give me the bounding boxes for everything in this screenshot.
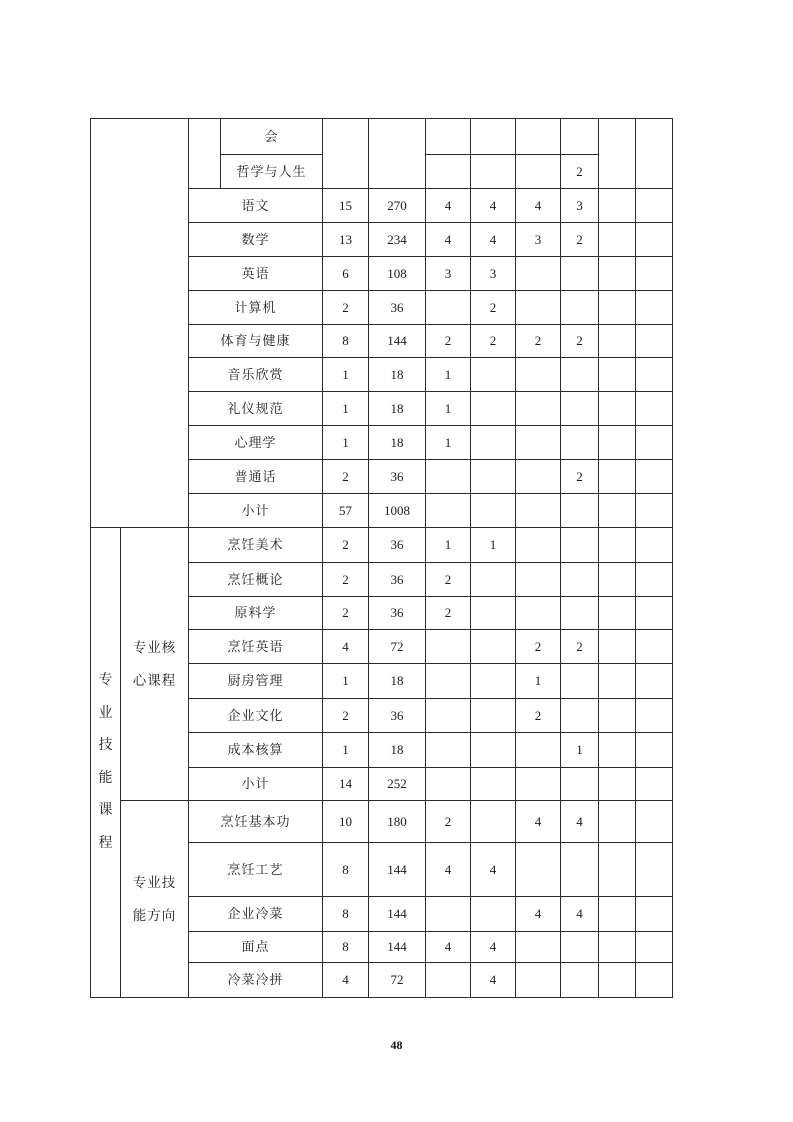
hours-cell: 234 [369,223,426,257]
sem1-cell [426,768,471,801]
sem1-cell [426,155,471,189]
credits-cell: 1 [323,392,369,426]
sem4-cell: 2 [561,630,599,664]
sem3-cell [516,257,561,291]
sem2-cell [471,801,516,843]
credits-cell: 15 [323,189,369,223]
course-name-cell: 企业冷菜 [189,897,323,932]
course-name-cell: 烹饪工艺 [189,843,323,897]
sem3-cell: 4 [516,897,561,932]
sem1-cell: 1 [426,426,471,460]
sem2-cell [471,392,516,426]
sem5-cell [599,963,636,998]
table-row [91,528,673,563]
course-name-cell: 普通话 [189,460,323,494]
sem2-cell: 1 [471,528,516,563]
sem3-cell: 4 [516,189,561,223]
sem6-cell [636,932,673,963]
sem4-cell [561,257,599,291]
hours-cell: 72 [369,630,426,664]
sem6-cell [636,963,673,998]
sem5-cell [599,325,636,358]
sem4-cell [561,358,599,392]
page-number: 48 [390,1038,403,1052]
sem4-cell [561,392,599,426]
course-name-cell: 数学 [189,223,323,257]
hours-cell: 72 [369,963,426,998]
sem1-cell: 2 [426,325,471,358]
sem6-cell [636,768,673,801]
credits-cell: 8 [323,897,369,932]
sem2-cell: 4 [471,963,516,998]
course-name-cell: 烹饪英语 [189,630,323,664]
sem4-cell: 2 [561,155,599,189]
course-name-cell: 面点 [189,932,323,963]
sem6-cell [636,664,673,699]
sem3-cell [516,494,561,528]
sem6-cell [636,392,673,426]
sem4-cell [561,119,599,155]
sem6-cell [636,843,673,897]
sem6-cell [636,325,673,358]
sem5-cell [599,494,636,528]
sem1-cell: 2 [426,801,471,843]
sem1-cell: 4 [426,843,471,897]
subcategory-label-line1: 专业核 [132,640,177,655]
hours-cell: 36 [369,291,426,325]
sem2-cell [471,664,516,699]
sem4-cell: 2 [561,460,599,494]
sem3-cell [516,119,561,155]
sem3-cell [516,358,561,392]
sem5-cell [599,223,636,257]
sem4-cell [561,528,599,563]
subcategory-cell-core [121,528,189,801]
credits-cell: 2 [323,460,369,494]
sem4-cell [561,699,599,733]
sem4-cell: 2 [561,325,599,358]
credits-cell: 2 [323,699,369,733]
course-name-cell: 烹饪概论 [189,563,323,597]
sem4-cell: 4 [561,897,599,932]
credits-cell: 14 [323,768,369,801]
course-name-cell: 体育与健康 [189,325,323,358]
hours-cell: 18 [369,664,426,699]
sem6-cell [636,897,673,932]
sem3-cell [516,155,561,189]
sem3-cell [516,291,561,325]
sem1-cell: 4 [426,932,471,963]
sem2-cell [471,897,516,932]
sem4-cell [561,932,599,963]
sem4-cell: 4 [561,801,599,843]
sem2-cell: 2 [471,325,516,358]
sem6-cell [636,223,673,257]
sem4-cell [561,597,599,630]
sem5-cell [599,563,636,597]
hours-cell: 18 [369,358,426,392]
course-name-cell: 会 [221,119,323,155]
sem6-cell [636,358,673,392]
sem6-cell [636,291,673,325]
sem1-cell: 3 [426,257,471,291]
sem3-cell: 2 [516,630,561,664]
subcategory-label-line2: 能方向 [132,908,177,923]
sem6-cell [636,699,673,733]
subcategory-label-line2: 心课程 [132,673,177,688]
sem4-cell: 2 [561,223,599,257]
hours-cell [369,119,426,189]
sem1-cell [426,664,471,699]
subcategory-label-line1: 专业技 [132,875,177,890]
hours-cell: 18 [369,426,426,460]
sem3-cell [516,426,561,460]
hours-cell: 144 [369,843,426,897]
credits-cell: 8 [323,932,369,963]
hours-cell: 36 [369,528,426,563]
hours-cell: 252 [369,768,426,801]
credits-cell: 10 [323,801,369,843]
sem3-cell [516,733,561,768]
credits-cell: 2 [323,528,369,563]
sem2-cell: 4 [471,223,516,257]
sem3-cell: 4 [516,801,561,843]
course-name-cell: 烹饪美术 [189,528,323,563]
sem5-cell [599,630,636,664]
sem6-cell [636,494,673,528]
sem2-cell: 2 [471,291,516,325]
sem2-cell [471,768,516,801]
sem2-cell [471,460,516,494]
sem4-cell [561,426,599,460]
sem4-cell [561,664,599,699]
sem5-cell [599,664,636,699]
hours-cell: 36 [369,460,426,494]
sem6-cell [636,119,673,189]
sem5-cell [599,426,636,460]
course-name-cell: 音乐欣赏 [189,358,323,392]
sem2-cell [471,733,516,768]
sem4-cell: 1 [561,733,599,768]
sem5-cell [599,291,636,325]
sem3-cell [516,597,561,630]
hours-cell: 18 [369,392,426,426]
sem3-cell [516,963,561,998]
sem1-cell: 1 [426,358,471,392]
sem6-cell [636,189,673,223]
sem3-cell: 2 [516,699,561,733]
sem2-cell [471,597,516,630]
sem5-cell [599,801,636,843]
course-name-cell: 成本核算 [189,733,323,768]
hours-cell: 18 [369,733,426,768]
credits-cell: 2 [323,563,369,597]
course-name-cell: 英语 [189,257,323,291]
sem6-cell [636,528,673,563]
sem5-cell [599,358,636,392]
sem2-cell [471,563,516,597]
hours-cell: 36 [369,597,426,630]
sem6-cell [636,597,673,630]
sem5-cell [599,257,636,291]
sem3-cell: 2 [516,325,561,358]
sem5-cell [599,699,636,733]
sem3-cell [516,932,561,963]
sem5-cell [599,528,636,563]
sem1-cell: 1 [426,392,471,426]
course-name-cell: 语文 [189,189,323,223]
sem3-cell [516,460,561,494]
table-row [91,119,673,155]
sem1-cell [426,963,471,998]
hours-cell: 36 [369,563,426,597]
course-name-cell: 原料学 [189,597,323,630]
sem1-cell [426,460,471,494]
sem3-cell [516,843,561,897]
sem3-cell [516,528,561,563]
sem1-cell: 4 [426,189,471,223]
sem5-cell [599,733,636,768]
sem2-cell [471,358,516,392]
hours-cell: 180 [369,801,426,843]
credits-cell: 4 [323,630,369,664]
credits-cell: 8 [323,325,369,358]
credits-cell: 1 [323,733,369,768]
sem5-cell [599,843,636,897]
course-name-cell: 冷菜冷拼 [189,963,323,998]
hours-cell: 1008 [369,494,426,528]
sem2-cell: 4 [471,843,516,897]
sem3-cell [516,768,561,801]
sem6-cell [636,257,673,291]
sem1-cell [426,494,471,528]
course-name-cell: 计算机 [189,291,323,325]
sem4-cell [561,843,599,897]
hours-cell: 270 [369,189,426,223]
sem2-cell: 4 [471,932,516,963]
sem1-cell: 2 [426,597,471,630]
sem6-cell [636,630,673,664]
sem2-cell [471,494,516,528]
sem2-cell: 3 [471,257,516,291]
credits-cell: 1 [323,426,369,460]
sem5-cell [599,392,636,426]
sem3-cell [516,563,561,597]
credits-cell: 8 [323,843,369,897]
sem1-cell [426,630,471,664]
sem6-cell [636,426,673,460]
sem2-cell [471,699,516,733]
sem5-cell [599,119,636,189]
table-row [91,801,673,843]
sem2-cell [471,155,516,189]
curriculum-table [90,118,673,998]
sem1-cell [426,699,471,733]
sem1-cell: 2 [426,563,471,597]
subcategory-cell-direction [121,801,189,998]
credits-cell: 57 [323,494,369,528]
sem2-cell [471,119,516,155]
credits-cell: 1 [323,358,369,392]
course-name-cell: 烹饪基本功 [189,801,323,843]
course-name-cell: 哲学与人生 [221,155,323,189]
sem5-cell [599,597,636,630]
hours-cell: 144 [369,325,426,358]
category-cell-blank [91,119,189,528]
sem4-cell [561,768,599,801]
credits-cell: 2 [323,291,369,325]
sem1-cell [426,733,471,768]
category-vertical-label: 专业技能课程 [98,673,113,851]
sem4-cell [561,563,599,597]
subtotal-name-cell: 小计 [189,494,323,528]
sem1-cell [426,119,471,155]
credits-cell: 6 [323,257,369,291]
hours-cell: 144 [369,897,426,932]
sem4-cell: 3 [561,189,599,223]
sem5-cell [599,460,636,494]
course-name-cell: 心理学 [189,426,323,460]
sem2-cell [471,426,516,460]
sem5-cell [599,897,636,932]
hours-cell: 36 [369,699,426,733]
hours-cell: 144 [369,932,426,963]
course-name-cell: 礼仪规范 [189,392,323,426]
sem5-cell [599,932,636,963]
sem3-cell: 3 [516,223,561,257]
sem4-cell [561,494,599,528]
sem1-cell [426,291,471,325]
credits-cell: 1 [323,664,369,699]
sem3-cell [516,392,561,426]
credits-cell [323,119,369,189]
credits-cell: 2 [323,597,369,630]
category-cell [91,528,121,998]
sem3-cell: 1 [516,664,561,699]
sem6-cell [636,801,673,843]
subgroup-cell-blank [189,119,221,189]
sem6-cell [636,733,673,768]
sem5-cell [599,768,636,801]
sem1-cell: 4 [426,223,471,257]
sem1-cell [426,897,471,932]
sem5-cell [599,189,636,223]
hours-cell: 108 [369,257,426,291]
sem1-cell: 1 [426,528,471,563]
course-name-cell: 厨房管理 [189,664,323,699]
course-name-cell: 企业文化 [189,699,323,733]
sem4-cell [561,963,599,998]
sem2-cell [471,630,516,664]
sem6-cell [636,563,673,597]
sem2-cell: 4 [471,189,516,223]
credits-cell: 4 [323,963,369,998]
credits-cell: 13 [323,223,369,257]
sem6-cell [636,460,673,494]
subtotal-name-cell: 小计 [189,768,323,801]
sem4-cell [561,291,599,325]
